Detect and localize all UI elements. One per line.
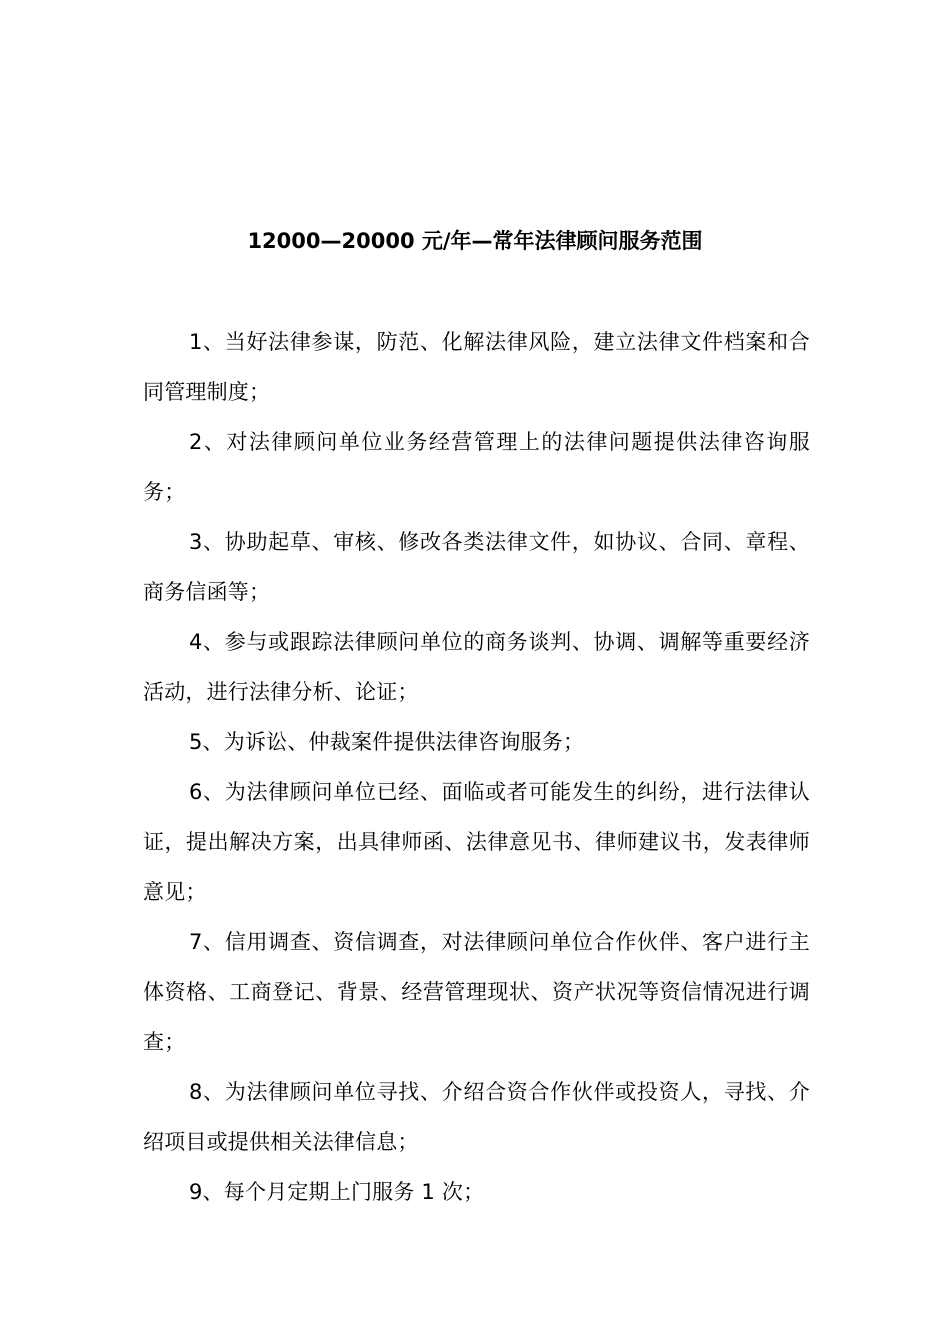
document-title: 12000—20000 元/年—常年法律顾问服务范围 (247, 229, 703, 253)
list-item: 9、每个月定期上门服务 1 次； (189, 1180, 485, 1204)
list-item: 3、协助起草、审核、修改各类法律文件，如协议、合同、章程、商务信函等； (143, 530, 810, 604)
list-item: 2、对法律顾问单位业务经营管理上的法律问题提供法律咨询服务； (143, 430, 810, 504)
list-item: 6、为法律顾问单位已经、面临或者可能发生的纠纷，进行法律认证，提出解决方案，出具律师函、法律意见书、律师建议书，发表律师意见； (143, 780, 810, 904)
list-item: 5、为诉讼、仲裁案件提供法律咨询服务； (189, 730, 585, 754)
service-scope-list (143, 317, 810, 1217)
list-item: 8、为法律顾问单位寻找、介绍合资合作伙伴或投资人，寻找、介绍项目或提供相关法律信息； (143, 1080, 810, 1154)
list-item: 7、信用调查、资信调查，对法律顾问单位合作伙伴、客户进行主体资格、工商登记、背景、经营管理现状、资产状况等资信情况进行调查； (143, 930, 810, 1054)
list-item: 1、当好法律参谋，防范、化解法律风险，建立法律文件档案和合同管理制度； (143, 330, 810, 404)
list-item: 4、参与或跟踪法律顾问单位的商务谈判、协调、调解等重要经济活动，进行法律分析、论证； (143, 630, 810, 704)
